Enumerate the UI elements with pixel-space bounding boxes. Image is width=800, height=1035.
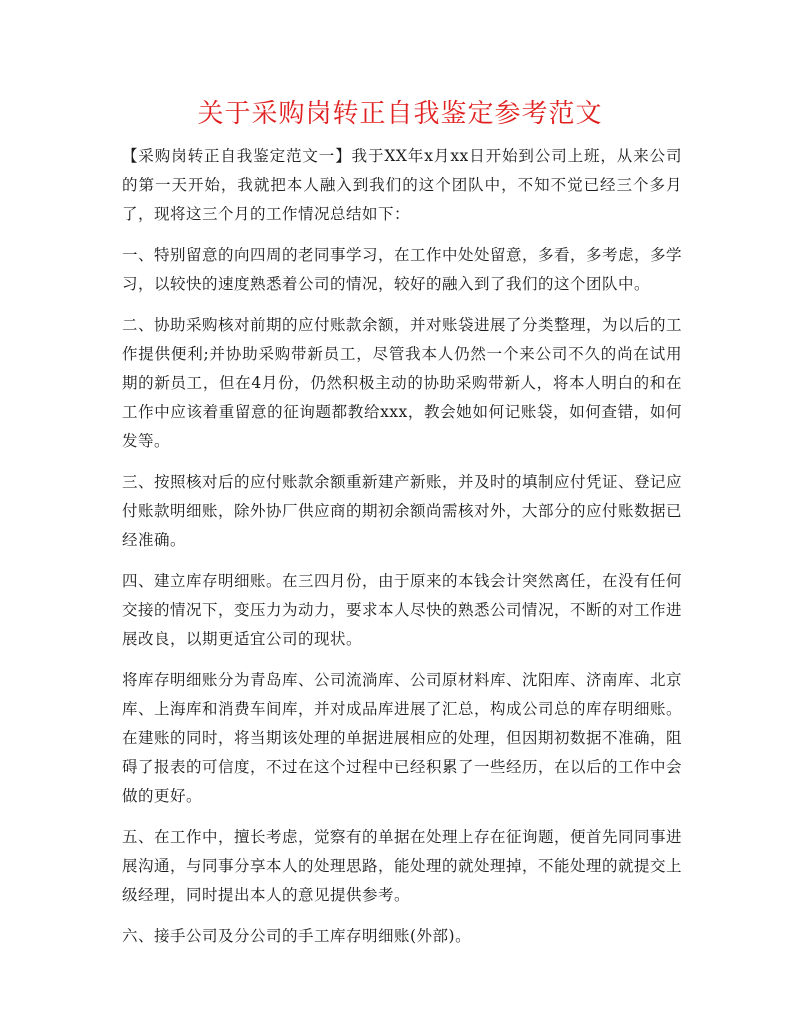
- document-body: [122, 142, 682, 963]
- paragraph-intro: 【采购岗转正自我鉴定范文一】我于XX年x月xx日开始到公司上班，从来公司的第一天开始，我就把本人融入到我们的这个团队中，不知不觉已经三个多月了，现将这三个月的工作情况总结如下：: [122, 147, 682, 223]
- paragraph-item-6: 六、接手公司及分公司的手工库存明细账(外部)。: [122, 927, 472, 945]
- paragraph-item-5: 五、在工作中，擅长考虑，觉察有的单据在处理上存在征询题，便首先同同事进展沟通，与同事分享本人的处理思路，能处理的就处理掉，不能处理的就提交上级经理，同时提出本人的意见提供参考。: [122, 828, 683, 904]
- paragraph-item-4: 四、建立库存明细账。在三四月份，由于原来的本钱会计突然离任，在没有任何交接的情况下，变压力为动力，要求本人尽快的熟悉公司情况，不断的对工作进展改良，以期更适宜公司的现状。: [122, 572, 683, 648]
- paragraph-item-1: 一、特别留意的向四周的老同事学习，在工作中处处留意，多看，多考虑，多学习，以较快的速度熟悉着公司的情况，较好的融入到了我们的这个团队中。: [122, 246, 683, 293]
- document-title: 关于采购岗转正自我鉴定参考范文: [197, 99, 603, 129]
- paragraph-item-3: 三、按照核对后的应付账款余额重新建产新账，并及时的填制应付凭证、登记应付账款明细账，除外协厂供应商的期初余额尚需核对外，大部分的应付账数据已经准确。: [122, 473, 683, 549]
- paragraph-inventory: 将库存明细账分为青岛库、公司流淌库、公司原材料库、沈阳库、济南库、北京库、上海库和消费车间库，并对成品库进展了汇总，构成公司总的库存明细账。在建账的同时，将当期该处理的单据进展相应的处理，但因期初数据不准确，阻碍了报表的可信度，不过在这个过程中已经积累了一些经历，在以后的工作中会做的更好。: [122, 671, 683, 805]
- paragraph-item-2: 二、协助采购核对前期的应付账款余额，并对账袋进展了分类整理，为以后的工作提供便利;并协助采购带新员工，尽管我本人仍然一个来公司不久的尚在试用期的新员工，但在4月份，仍然积极主动的协助采购带新人，将本人明白的和在工作中应该着重留意的征询题都教给xxx，教会她如何记账袋，如何查错，如何发等。: [122, 316, 683, 450]
